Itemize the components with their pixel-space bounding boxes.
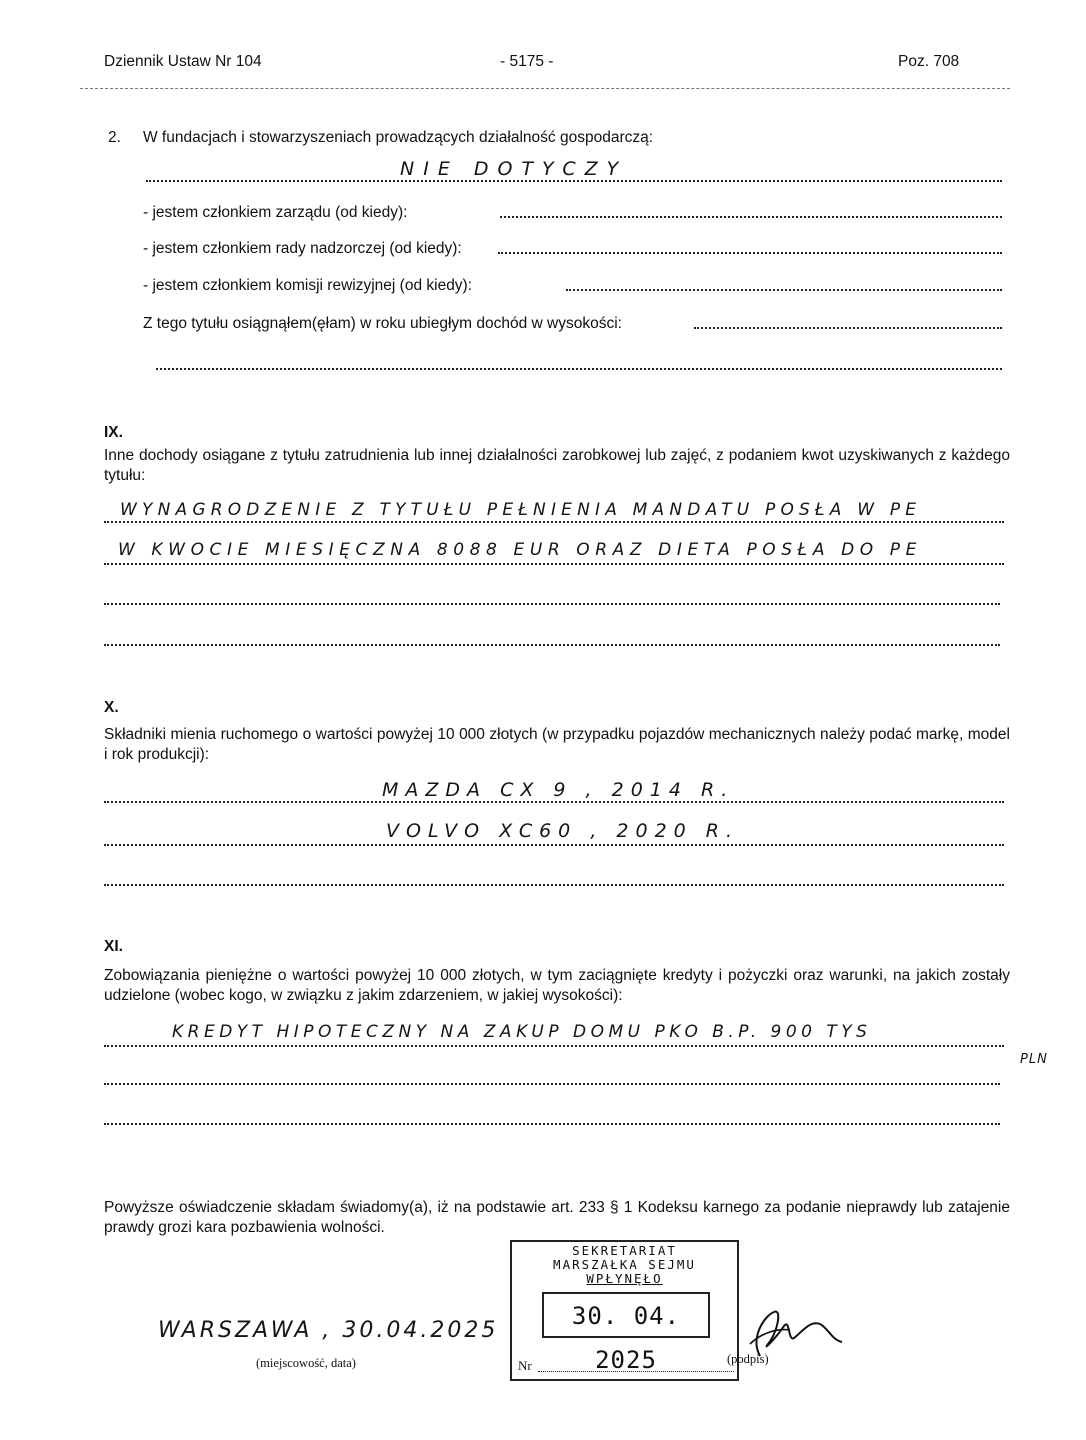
declaration-text: Powyższe oświadczenie składam świadomy(a), iż na podstawie art. 233 § 1 Kodeksu karnego za podanie nieprawdy lub zatajenie prawdy grozi kara pozbawienia wolności. bbox=[104, 1199, 1010, 1236]
dotted-line bbox=[104, 1083, 1000, 1085]
handwritten-liability-currency: PLN bbox=[1020, 1052, 1048, 1067]
dotted-line bbox=[498, 252, 1002, 254]
reception-stamp bbox=[510, 1240, 739, 1381]
section-ix-description: Inne dochody osiągane z tytułu zatrudnienia lub innej działalności zarobkowej lub zajęć, z podaniem kwot uzyskiwanych z każdego tytułu: bbox=[104, 447, 1010, 484]
board-member-label: - jestem członkiem zarządu (od kiedy): bbox=[143, 204, 408, 221]
dotted-line bbox=[104, 844, 1004, 846]
section-xi-description: Zobowiązania pieniężne o wartości powyżej 10 000 złotych, w tym zaciągnięte kredyty i pożyczki oraz warunki, na jakich zostały udzielone (wobec kogo, w związku z jakim zdarzeniem, w jakiej wysokości): bbox=[104, 967, 1010, 1004]
dotted-line bbox=[104, 563, 1004, 565]
stamp-nr-label: Nr bbox=[518, 1358, 532, 1373]
handwritten-income-line-1: WYNAGRODZENIE Z TYTUŁU PEŁNIENIA MANDATU POSŁA W PE bbox=[120, 500, 922, 520]
dotted-line bbox=[104, 1045, 1004, 1047]
header-divider bbox=[80, 88, 1010, 89]
place-date-caption: (miejscowość, data) bbox=[256, 1356, 356, 1370]
dotted-line bbox=[500, 216, 1002, 218]
stamp-line-3: WPŁYNĘŁO bbox=[586, 1271, 663, 1286]
dotted-line bbox=[104, 644, 1000, 646]
dotted-line bbox=[146, 180, 1002, 182]
position-number: Poz. 708 bbox=[898, 53, 960, 70]
income-label: Z tego tytułu osiągnąłem(ęłam) w roku ubiegłym dochód w wysokości: bbox=[143, 315, 622, 332]
audit-committee-label: - jestem członkiem komisji rewizyjnej (od kiedy): bbox=[143, 277, 473, 294]
dotted-line bbox=[104, 521, 1004, 523]
dotted-line bbox=[104, 884, 1004, 886]
handwritten-not-applicable: NIE DOTYCZY bbox=[400, 158, 628, 180]
handwritten-place-date: WARSZAWA , 30.04.2025 bbox=[158, 1318, 499, 1343]
journal-title: Dziennik Ustaw Nr 104 bbox=[104, 53, 262, 70]
handwritten-income-line-2: W KWOCIE MIESIĘCZNA 8088 EUR ORAZ DIETA POSŁA DO PE bbox=[118, 540, 922, 560]
stamp-nr-line bbox=[538, 1371, 734, 1372]
dotted-line bbox=[694, 327, 1002, 329]
dotted-line bbox=[566, 289, 1002, 291]
stamp-line-2: MARSZAŁKA SEJMU bbox=[553, 1257, 696, 1272]
dotted-line bbox=[104, 603, 1000, 605]
section-x-description: Składniki mienia ruchomego o wartości powyżej 10 000 złotych (w przypadku pojazdów mechanicznych należy podać markę, model i rok produkcji): bbox=[104, 726, 1010, 763]
handwritten-liability-line-1: KREDYT HIPOTECZNY NA ZAKUP DOMU PKO B.P. 900 TYS bbox=[172, 1022, 872, 1042]
signature-caption: (podpis) bbox=[727, 1352, 769, 1366]
stamp-line-1: SEKRETARIAT bbox=[572, 1243, 677, 1258]
handwritten-vehicle-1: MAZDA CX 9 , 2014 R. bbox=[382, 779, 735, 801]
dotted-line bbox=[104, 1123, 1000, 1125]
dotted-line bbox=[104, 801, 1004, 803]
dotted-line bbox=[156, 368, 1002, 370]
section-2-title: W fundacjach i stowarzyszeniach prowadzących działalność gospodarczą: bbox=[143, 129, 654, 146]
stamp-date: 30. 04. 2025 bbox=[542, 1292, 710, 1338]
section-ix-heading: IX. bbox=[104, 424, 123, 441]
section-xi-heading: XI. bbox=[104, 938, 123, 955]
page-number: - 5175 - bbox=[500, 53, 554, 70]
section-x-heading: X. bbox=[104, 699, 119, 716]
supervisory-board-label: - jestem członkiem rady nadzorczej (od kiedy): bbox=[143, 240, 462, 257]
section-2-number: 2. bbox=[108, 129, 121, 146]
handwritten-vehicle-2: VOLVO XC60 , 2020 R. bbox=[386, 820, 740, 842]
